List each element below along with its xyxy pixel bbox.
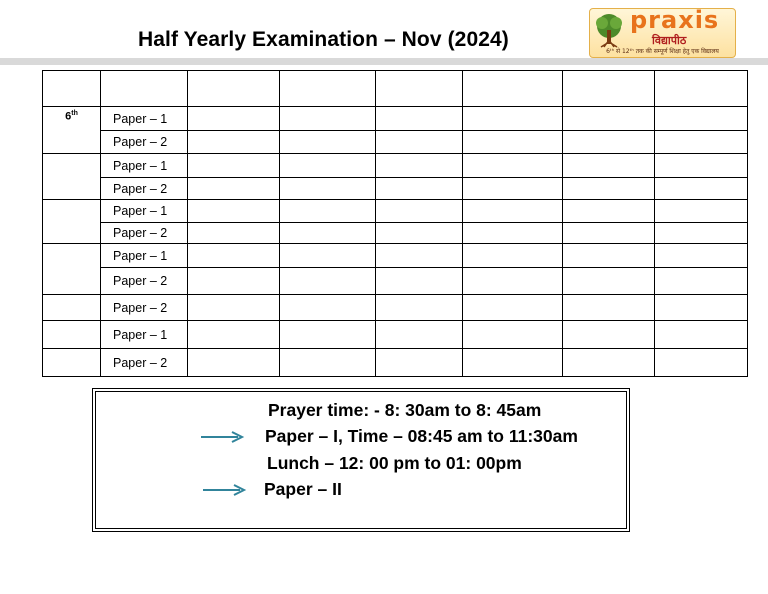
class-cell	[43, 107, 101, 154]
class-cell	[43, 349, 101, 377]
table-row	[43, 268, 748, 295]
paper-cell: Paper – 2	[101, 295, 188, 321]
header-cell	[188, 71, 280, 107]
class-cell	[43, 154, 101, 200]
logo-tagline: 6ᵗʰ से 12ᵗʰ तक की सम्पूर्ण शिक्षा हेतु एक विद्यालय	[606, 48, 719, 55]
paper-cell: Paper – 2	[101, 349, 188, 377]
paper-cell: Paper – 2	[101, 131, 188, 154]
class-suffix: th	[71, 110, 78, 117]
logo-word: praxis	[630, 8, 720, 34]
table-row	[43, 178, 748, 200]
class-cell	[43, 244, 101, 295]
page-title: Half Yearly Examination – Nov (2024)	[138, 28, 509, 51]
table-row	[43, 131, 748, 154]
tree-emblem-icon	[593, 12, 625, 48]
paper-1-time: Paper – I, Time – 08:45 am to 11:30am	[265, 426, 578, 446]
table-row	[43, 223, 748, 244]
header-cell	[280, 71, 376, 107]
paper-cell: Paper – 1	[101, 154, 188, 178]
school-logo	[589, 8, 736, 58]
header-row	[43, 71, 748, 107]
class-cell	[43, 321, 101, 349]
class-number: 6	[65, 110, 72, 123]
arrow-right-icon	[202, 484, 248, 496]
table-row	[43, 349, 748, 377]
table-row	[43, 154, 748, 178]
paper-cell: Paper – 2	[101, 178, 188, 200]
header-cell	[101, 71, 188, 107]
paper-2-label: Paper – II	[264, 479, 342, 499]
timings-box	[92, 388, 630, 532]
paper-cell: Paper – 1	[101, 107, 188, 131]
table-row	[43, 295, 748, 321]
header-cell	[376, 71, 463, 107]
paper-cell: Paper – 1	[101, 244, 188, 268]
header-cell	[655, 71, 748, 107]
table-row	[43, 321, 748, 349]
paper-cell: Paper – 2	[101, 223, 188, 244]
header-rule	[0, 58, 768, 65]
logo-subtitle: विद्यापीठ	[652, 34, 687, 47]
arrow-right-icon	[200, 431, 246, 443]
table-row	[43, 200, 748, 223]
header-cell	[563, 71, 655, 107]
class-cell	[43, 295, 101, 321]
table-row	[43, 107, 748, 131]
class-cell	[43, 200, 101, 244]
prayer-time: Prayer time: - 8: 30am to 8: 45am	[268, 400, 542, 420]
paper-cell: Paper – 2	[101, 268, 188, 295]
header-cell	[43, 71, 101, 107]
paper-cell: Paper – 1	[101, 321, 188, 349]
table-row	[43, 244, 748, 268]
timings-box-inner	[95, 391, 627, 529]
paper-cell: Paper – 1	[101, 200, 188, 223]
exam-schedule-table	[42, 70, 748, 377]
lunch-time: Lunch – 12: 00 pm to 01: 00pm	[267, 453, 522, 473]
header-cell	[463, 71, 563, 107]
